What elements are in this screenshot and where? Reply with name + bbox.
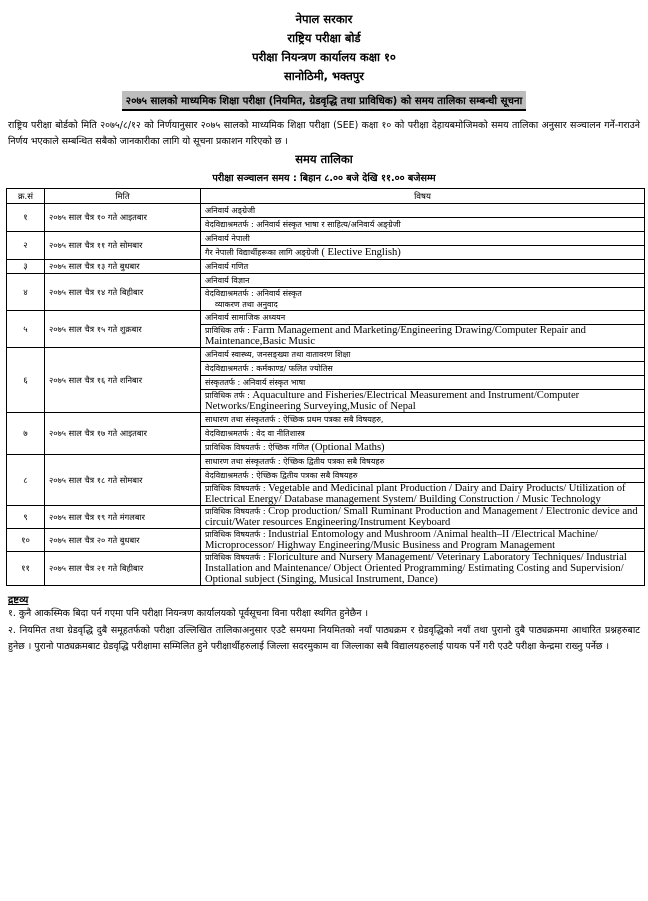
- subject-text-english: (Optional Maths): [311, 442, 385, 453]
- exam-date-cell: २०७५ साल चैत्र २० गते बुधबार: [45, 529, 201, 552]
- exam-date-cell: २०७५ साल चैत्र १६ गते शनिबार: [45, 348, 201, 413]
- table-row: [7, 413, 645, 427]
- letterhead: [0, 0, 648, 86]
- subject-cell: [201, 218, 645, 232]
- subject-text-nepali: प्राविधिक विषयतर्फ :: [205, 484, 269, 493]
- subject-cell: [201, 552, 645, 586]
- subject-cell: [201, 529, 645, 552]
- subject-text-nepali: प्राविधिक तर्फ :: [205, 326, 253, 335]
- subject-cell: [201, 376, 645, 390]
- subject-cell: [201, 362, 645, 376]
- subject-text-nepali: वेदविद्याश्रमतर्फ : अनिवार्य संस्कृत भाषा र साहित्य/अनिवार्य अङ्ग्रेजी: [205, 220, 401, 229]
- subject-text-english: ( Elective English): [321, 247, 401, 258]
- subject-text-nepali: अनिवार्य अङ्ग्रेजी: [205, 206, 256, 215]
- subject-cell: [201, 469, 645, 483]
- column-header-date: मिति: [45, 189, 201, 204]
- subject-text-english: Farm Management and Marketing/Engineering Drawing/Computer Repair and Maintenance,Basic Music: [205, 325, 586, 347]
- exam-date-cell: २०७५ साल चैत्र ११ गते सोमबार: [45, 232, 201, 260]
- table-row: [7, 506, 645, 529]
- subject-cell: [201, 455, 645, 469]
- serial-number-cell: ९: [7, 506, 45, 529]
- table-header-row: [7, 189, 645, 204]
- exam-date-cell: २०७५ साल चैत्र १७ गते आइतबार: [45, 413, 201, 455]
- subject-text-nepali: प्राविधिक विषयतर्फ : ऐच्छिक गणित: [205, 443, 312, 452]
- subject-cell: [201, 288, 645, 311]
- serial-number-cell: ३: [7, 260, 45, 274]
- serial-number-cell: ६: [7, 348, 45, 413]
- subject-text-english: Crop production/ Small Ruminant Production and Management / Electronic device and circuit/Water resources Engineering/Instrument Keyboard: [205, 506, 638, 528]
- subject-text-nepali: अनिवार्य स्वास्थ्य, जनसङ्ख्या तथा वातावरण शिक्षा: [205, 350, 351, 359]
- exam-date-cell: २०७५ साल चैत्र २१ गते बिहीबार: [45, 552, 201, 586]
- table-row: [7, 311, 645, 325]
- subject-text-nepali: अनिवार्य नेपाली: [205, 234, 250, 243]
- serial-number-cell: ७: [7, 413, 45, 455]
- table-row: [7, 260, 645, 274]
- notes-section: [8, 592, 640, 656]
- subject-text-english: Aquaculture and Fisheries/Electrical Measurement and Instrument/Computer Networks/Engineering Surveying,Music of Nepal: [205, 390, 580, 412]
- serial-number-cell: ११: [7, 552, 45, 586]
- subject-text-nepali: प्राविधिक विषयतर्फ :: [205, 553, 269, 562]
- serial-number-cell: १: [7, 204, 45, 232]
- intro-paragraph: राष्ट्रिय परीक्षा बोर्डको मिति २०७५/८/१२ को निर्णयानुसार २०७५ सालको माध्यमिक शिक्षा परीक्षा (SEE) कक्षा १० को परीक्षा देहायबमोजिमको समय तालिका अनुसार सञ्चालन गर्ने-गराउने निर्णय भएकाले सम्बन्धित सबैको जानकारीका लागि यो सूचना प्रकाशन गरिएको छ ।: [8, 120, 640, 147]
- exam-date-cell: २०७५ साल चैत्र १४ गते बिहीबार: [45, 274, 201, 311]
- serial-number-cell: ८: [7, 455, 45, 506]
- subject-cell: [201, 390, 645, 413]
- subject-text-nepali: प्राविधिक विषयतर्फ :: [205, 507, 269, 516]
- subject-cell: [201, 483, 645, 506]
- table-row: [7, 552, 645, 586]
- exam-date-cell: २०७५ साल चैत्र १५ गते शुक्रबार: [45, 311, 201, 348]
- table-row: [7, 348, 645, 362]
- subject-text-nepali: प्राविधिक विषयतर्फ :: [205, 530, 269, 539]
- column-header-subject: विषय: [201, 189, 645, 204]
- table-row: [7, 529, 645, 552]
- office-address: सानोठिमी, भक्तपुर: [283, 69, 365, 83]
- subject-text-nepali: वेदविद्याश्रमतर्फ : कर्मकाण्ड/ फलित ज्योतिस: [205, 364, 333, 373]
- office-name: परीक्षा नियन्त्रण कार्यालय कक्षा १०: [252, 50, 396, 64]
- schedule-table: [6, 188, 645, 586]
- subject-text-nepali: प्राविधिक तर्फ :: [205, 391, 253, 400]
- subject-text-nepali: संस्कृततर्फ : अनिवार्य संस्कृत भाषा: [205, 378, 306, 387]
- notice-title: २०७५ सालको माध्यमिक शिक्षा परीक्षा (नियमित, ग्रेडवृद्धि तथा प्राविधिक) को समय तालिका सम्बन्धी सूचना: [122, 91, 526, 111]
- subject-cell: [201, 413, 645, 427]
- table-row: [7, 204, 645, 218]
- subject-text-nepali: गैर नेपाली विद्यार्थीहरूका लागि अङ्ग्रेजी: [205, 248, 322, 257]
- subject-text-nepali: वेदविद्याश्रमतर्फ : अनिवार्य संस्कृत: [205, 289, 302, 298]
- schedule-title: समय तालिका: [295, 152, 353, 166]
- subject-cell: [201, 246, 645, 260]
- subject-text-nepali: साधारण तथा संस्कृततर्फ : ऐच्छिक द्वितीय पत्रका सबै विषयहरु: [205, 457, 385, 466]
- column-header-number: क्र.सं: [7, 189, 45, 204]
- table-row: [7, 232, 645, 246]
- subject-cell: [201, 441, 645, 455]
- table-row: [7, 455, 645, 469]
- note-item: १. कुनै आकस्मिक बिदा पर्न गएमा पनि परीक्षा नियन्त्रण कार्यालयको पूर्वसूचना विना परीक्षा स्थगित हुनेछैन ।: [8, 608, 368, 619]
- subject-cell: [201, 232, 645, 246]
- exam-time: परीक्षा सञ्चालन समय : बिहान ८.०० बजे देखि ११.०० बजेसम्म: [212, 173, 436, 184]
- serial-number-cell: १०: [7, 529, 45, 552]
- table-row: [7, 274, 645, 288]
- exam-date-cell: २०७५ साल चैत्र १८ गते सोमबार: [45, 455, 201, 506]
- subject-cell: [201, 427, 645, 441]
- notice-title-wrap: [0, 89, 648, 111]
- subject-cell: [201, 274, 645, 288]
- subject-cell: [201, 204, 645, 218]
- subject-cell: [201, 260, 645, 274]
- subject-text-english: Vegetable and Medicinal plant Production / Dairy and Dairy Products/ Utilization of Electrical Energy/ Database management System/ Building Construction / Music Technology: [205, 483, 626, 505]
- schedule-table-body: [7, 204, 645, 586]
- subject-text-nepali: वेदविद्याश्रमतर्फ : वेद वा नीतिशास्त्र: [205, 429, 305, 438]
- notes-title: द्रष्टव्य: [8, 595, 29, 606]
- subject-text-nepali: वेदविद्याश्रमतर्फ : ऐच्छिक द्वितीय पत्रका सबै विषयहरु: [205, 471, 358, 480]
- subject-text-nepali: अनिवार्य गणित: [205, 262, 249, 271]
- note-item: २. नियमित तथा ग्रेडवृद्धि दुबै समूहतर्फको परीक्षा उल्लिखित तालिकाअनुसार एउटै समयमा नियमितको नयाँ पाठ्यक्रम र ग्रेडवृद्धिको नयाँ तथा पुरानो दुबै पाठ्यक्रममा आधारित प्रश्नहरुबाट हुनेछ । पुरानो पाठ्यक्रमबाट ग्रेडवृद्धि परीक्षामा सम्मिलित हुने परीक्षार्थीहरुलाई जिल्ला सदरमुकाम वा जिल्लाका सबै विद्यालयहरुलाई पायक पर्ने गरी एउटै परीक्षा केन्द्रमा राख्नु पर्नेछ ।: [8, 624, 640, 652]
- subject-cell: [201, 506, 645, 529]
- subject-cell: [201, 311, 645, 325]
- exam-date-cell: २०७५ साल चैत्र १३ गते बुधबार: [45, 260, 201, 274]
- serial-number-cell: ४: [7, 274, 45, 311]
- subject-text-nepali: अनिवार्य विज्ञान: [205, 276, 250, 285]
- serial-number-cell: २: [7, 232, 45, 260]
- subject-cell: [201, 348, 645, 362]
- subject-cell: [201, 325, 645, 348]
- subject-text-nepali: अनिवार्य सामाजिक अध्ययन: [205, 313, 286, 322]
- subject-text-nepali-continued: व्याकरण तथा अनुवाद: [215, 300, 278, 309]
- exam-date-cell: २०७५ साल चैत्र १० गते आइतबार: [45, 204, 201, 232]
- subject-text-nepali: साधारण तथा संस्कृततर्फ : ऐच्छिक प्रथम पत्रका सबै विषयहरु,: [205, 415, 384, 424]
- serial-number-cell: ५: [7, 311, 45, 348]
- exam-date-cell: २०७५ साल चैत्र १९ गते मंगलबार: [45, 506, 201, 529]
- subject-text-english: Floriculture and Nursery Management/ Veterinary Laboratory Techniques/ Industrial Installation and Maintenance/ Object Oriented Programming/ Estimating Costing and Supervision/ Optional subject (Singing, Musical Instrument, Dance): [205, 552, 627, 585]
- subject-text-english: Industrial Entomology and Mushroom /Animal health–II /Electrical Machine/ Microprocessor/ Highway Engineering/Music Business and Program Management: [205, 529, 598, 551]
- government-name: नेपाल सरकार: [295, 12, 353, 26]
- board-name: राष्ट्रिय परीक्षा बोर्ड: [287, 31, 361, 45]
